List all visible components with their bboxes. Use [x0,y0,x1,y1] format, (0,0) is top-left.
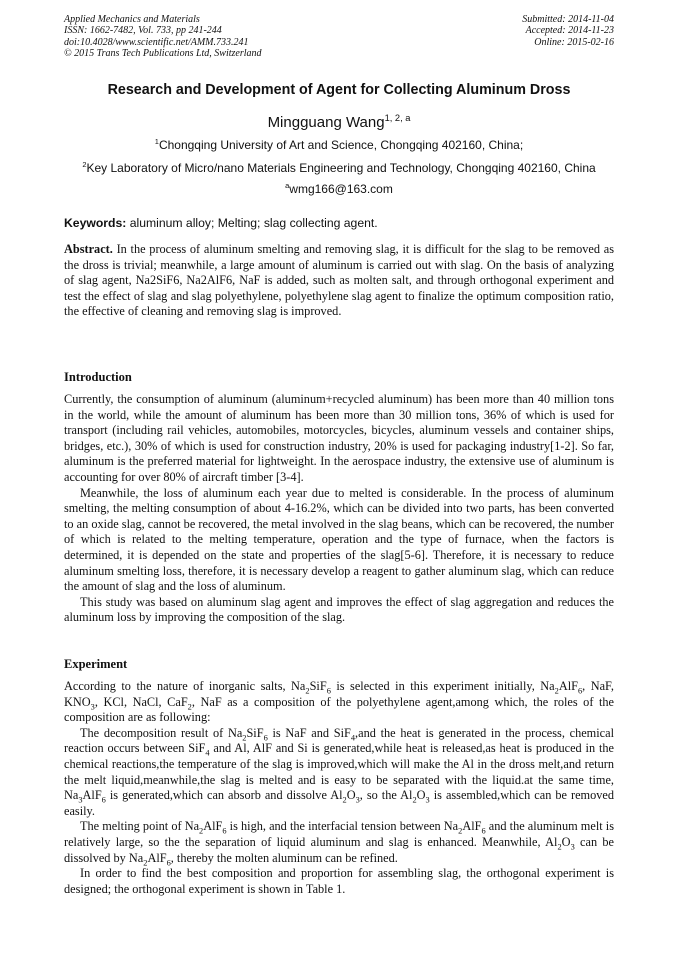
accepted-date: Accepted: 2014-11-23 [525,25,614,37]
online-date: Online: 2015-02-16 [534,36,614,48]
affiliation-2-mark: 2 [82,160,87,169]
keywords [64,216,614,230]
experiment-paragraph-1: According to the nature of inorganic salts, $Na_2SiF_6$ is selected in this experiment initially, $Na_2AlF_6$, NaF, $KNO_3$, KCl, NaCl, CaF$_2$, NaF as a composition of the polyethylene agent,among which, the roles of the composition are as following: [64,679,614,725]
introduction-paragraph-3: This study was based on aluminum slag agent and improves the effect of slag aggregation and reduces the aluminum loss by improving the composition of the slag. [64,594,614,625]
experiment-paragraph-2: The decomposition result of $Na_2SiF_6$ is NaF and SiF$_4$,and the heat is generated in the process, chemical reaction occurs between SiF$_4$ and Al, AlF and Si is generated,while heat is released,as heat is produced in the chemical reactions,the temperature of the slag is improved,which will make the Al in the dross melt,and return the melt liquid,meanwhile,the slag is melted and is easy to be separated with the liquid.at the same time, $Na_3AlF_6$ is generated,which can absorb and dissolve $Al_2O_3$, so the $Al_2O_3$ is assembled,which can be removed easily. [64,725,614,818]
abstract-text: In the process of aluminum smelting and removing slag, it is difficult for the slag to be removed as the dross is trivial; meanwhile, a large amount of aluminum is carried out with slag. On the basis of analyzing of slag agent, Na2SiF6, Na2AlF6, NaF is added, such as molten salt, and through orthogonal experiment and test the effect of slag and slag polyethylene, polyethylene slag agent to finalize the optimum composition ratio, the effective of cleaning and removing slag is improved. [64,242,614,319]
author-email [0,182,678,196]
email-mark: a [285,181,290,190]
affiliation-1-text: Chongqing University of Art and Science, Chongqing 402160, China; [158,138,524,152]
introduction-heading: Introduction [64,370,132,384]
email-text: wmg166@163.com [289,182,393,196]
submitted-date: Submitted: 2014-11-04 [522,14,614,25]
introduction-paragraph-1: Currently, the consumption of aluminum (aluminum+recycled aluminum) has been more than 40 million tons in the world, while the amount of aluminum has been more than 30 million tons, 36% of which is used for transport (including rail vehicles, automobiles, motorcycles, bicycles, aluminum vessels and container ships, bridges, etc.), 30% of which is used for construction industry, 20% is used for packaging industry[1-2]. So far, aluminum is the preferred material for lightweight. In the aerospace industry, the extensive use of aluminum is accounting for over 80% of aircraft timber [3-4]. [64,392,614,484]
journal-header-right [522,14,614,48]
experiment-heading: Experiment [64,657,128,671]
affiliation-2-text: Key Laboratory of Micro/nano Materials Engineering and Technology, Chongqing 402160, China [86,161,596,175]
journal-name: Applied Mechanics and Materials [64,14,200,25]
author-name: Mingguang Wang [267,114,385,131]
issn-line: ISSN: 1662-7482, Vol. 733, pp 241-244 [64,25,222,37]
copyright-line: © 2015 Trans Tech Publications Ltd, Switzerland [64,48,262,60]
experiment-section [64,679,614,897]
paper-title: Research and Development of Agent for Collecting Aluminum Dross [107,82,571,98]
introduction-paragraph-2: Meanwhile, the loss of aluminum each year due to melted is considerable. In the process of aluminum smelting, the melting consumption of about 4-16.2%, which can be divided into two parts, has been converted to an oxide slag, cannot be recovered, the metal involved in the slag beans, which can be recovered, the number of which is related to the melting temperature, operation and the type of furnace, when the factors is determined, it is depended on the state and properties of the slag[5-6]. Therefore, it is necessary to reduce aluminum smelting loss, therefore, it is necessary develop a reagent to gather aluminum slag, which can reduce the amount of slag and the loss of aluminum. [64,485,614,594]
doi-line: doi:10.4028/www.scientific.net/AMM.733.241 [64,36,249,48]
abstract [64,242,614,320]
author-line [0,114,678,131]
affiliation-2 [0,161,678,175]
journal-header-left [64,14,262,60]
keywords-label: Keywords: [64,216,127,230]
experiment-paragraph-4: In order to find the best composition and proportion for assembling slag, the orthogonal experiment is designed; the orthogonal experiment is shown in Table 1. [64,866,614,896]
keywords-text: aluminum alloy; Melting; slag collecting agent. [129,216,378,230]
experiment-paragraph-3: The melting point of $Na_2AlF_6$ is high, and the interfacial tension between $Na_2AlF_6$ and the aluminum melt is relatively large, so the the separation of liquid aluminum and slag is enhanced. Meanwhile, $Al_2O_3$ can be dissolved by $Na_2AlF_6$, thereby the molten aluminum can be refined. [64,819,614,867]
abstract-label: Abstract. [64,242,113,256]
author-marks: 1, 2, a [384,113,411,123]
affiliation-1-mark: 1 [154,137,159,146]
introduction-section [64,392,614,626]
affiliation-1 [0,138,678,152]
